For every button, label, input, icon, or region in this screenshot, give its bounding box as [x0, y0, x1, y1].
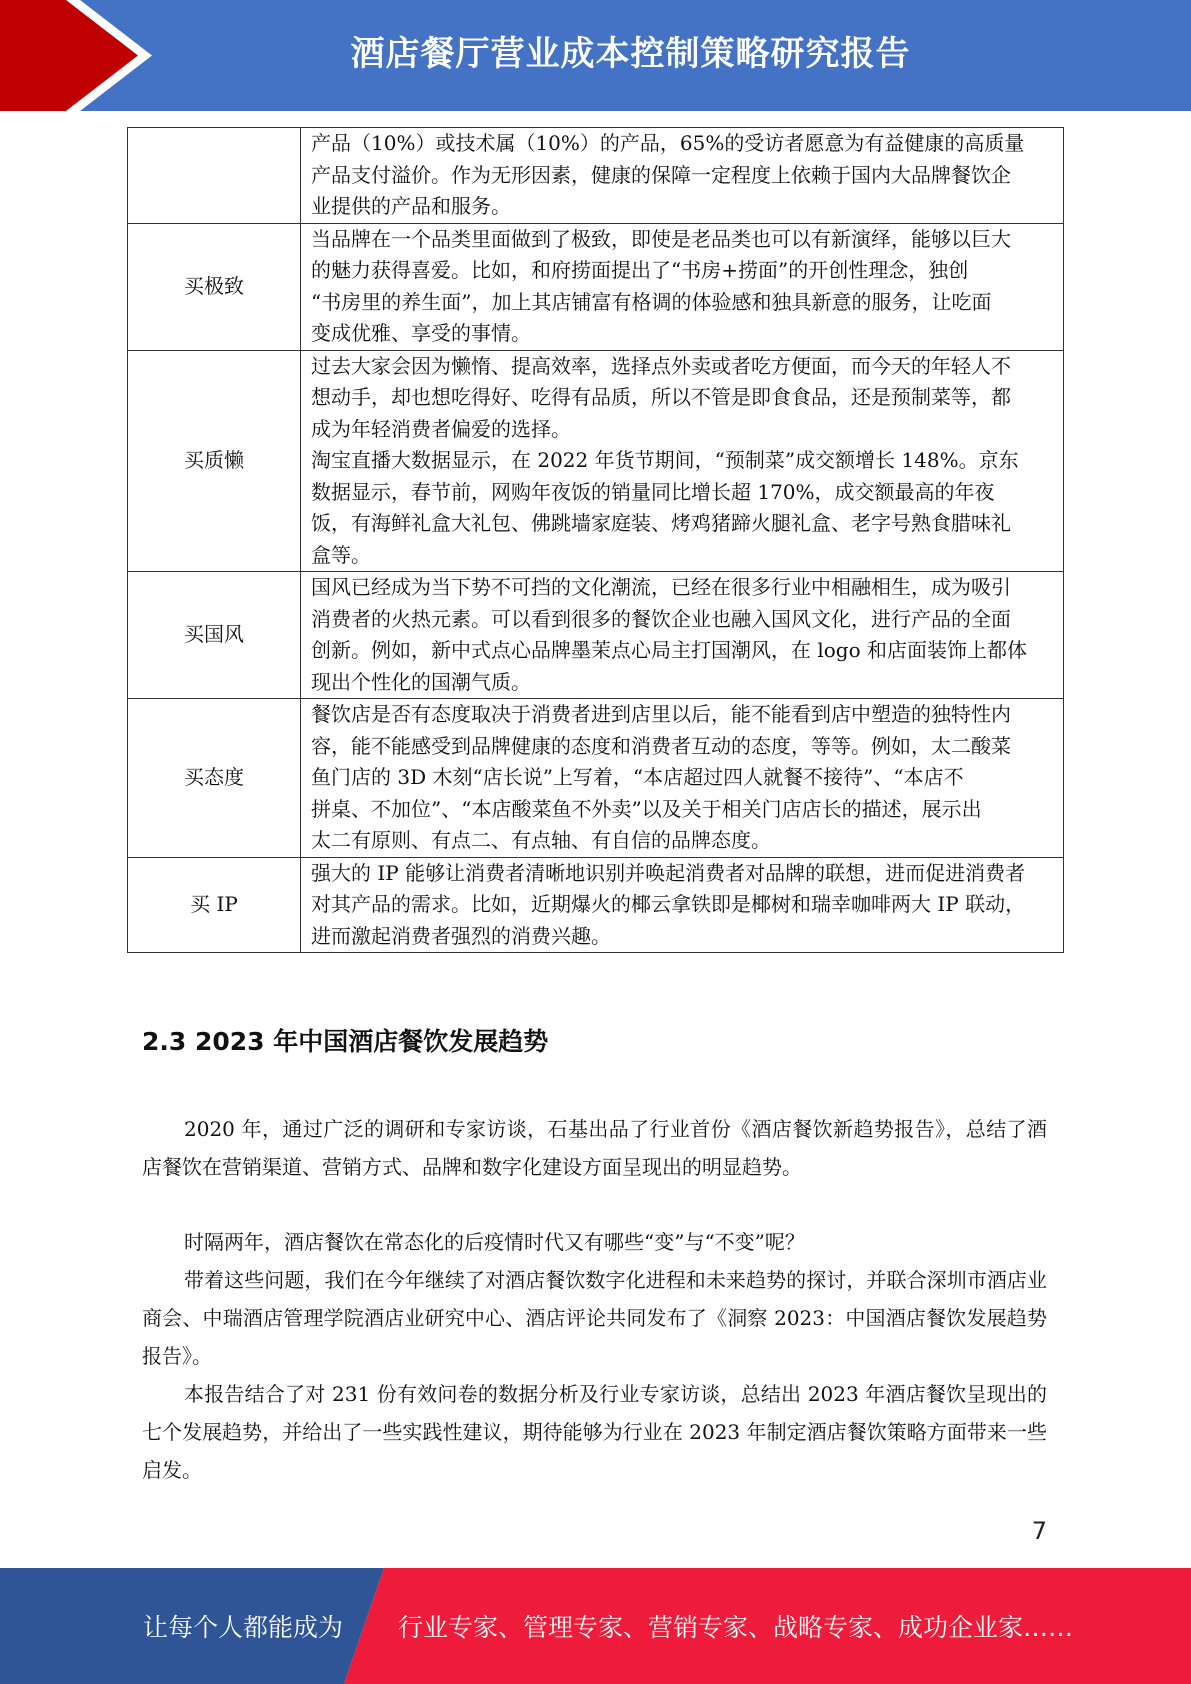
- table-row-description: [301, 223, 1064, 350]
- table-text-line: 国风已经成为当下势不可挡的文化潮流，已经在很多行业中相融相生，成为吸引: [311, 575, 1011, 599]
- table-text-line: 当品牌在一个品类里面做到了极致，即使是老品类也可以有新演绎，能够以巨大: [311, 226, 1011, 251]
- table-text-line: 现出个性化的国潮气质。: [311, 669, 531, 694]
- table-text-line: 淘宝直播大数据显示，在 2022 年货节期间，“预制菜”成交额增长 148%。京东: [311, 448, 1019, 472]
- table-row-label: 买 IP: [128, 857, 301, 953]
- footer-slogan-left: 让每个人都能成为: [143, 1613, 344, 1642]
- page-number: 7: [1031, 1517, 1047, 1545]
- table-row-description: [301, 857, 1064, 953]
- table-text-line: 太二有原则、有点二、有点轴、有自信的品牌态度。: [311, 828, 771, 852]
- table-row-description: [301, 699, 1064, 858]
- table-text-line: “书房里的养生面”，加上其店铺富有格调的体验感和独具新意的服务，让吃面: [311, 289, 992, 314]
- consumer-trend-table: [127, 127, 1064, 953]
- table-row-label: 买极致: [128, 223, 301, 350]
- page-header-title: 酒店餐厅营业成本控制策略研究报告: [350, 34, 911, 74]
- table-text-line: 产品支付溢价。作为无形因素，健康的保障一定程度上依赖于国内大品牌餐饮企: [311, 162, 1011, 187]
- table-text-line: 想动手，却也想吃得好、吃得有品质，所以不管是即食食品，还是预制菜等，都: [311, 385, 1011, 409]
- table-text-line: 消费者的火热元素。可以看到很多的餐饮企业也融入国风文化，进行产品的全面: [311, 606, 1011, 631]
- header-arrow-decoration: [0, 0, 160, 111]
- table-row: [128, 572, 1064, 699]
- table-row: [128, 857, 1064, 953]
- table-text-line: 饭，有海鲜礼盒大礼包、佛跳墙家庭装、烤鸡猪蹄火腿礼盒、老字号熟食腊味礼: [311, 511, 1011, 535]
- table-text-line: 强大的 IP 能够让消费者清晰地识别并唤起消费者对品牌的联想，进而促进消费者: [311, 860, 1026, 885]
- body-paragraph: 时隔两年，酒店餐饮在常态化的后疫情时代又有哪些“变”与“不变”呢？: [184, 1230, 805, 1254]
- table-row-label: 买国风: [128, 572, 301, 699]
- table-row-label: 买质懒: [128, 350, 301, 572]
- table-text-line: 容，能不能感受到品牌健康的态度和消费者互动的态度，等等。例如，太二酸菜: [311, 733, 1011, 758]
- table-text-line: 餐饮店是否有态度取决于消费者进到店里以后，能不能看到店中塑造的独特性内: [311, 702, 1011, 726]
- table-text-line: 产品（10%）或技术属（10%）的产品，65%的受访者愿意为有益健康的高质量: [311, 131, 1025, 155]
- body-paragraph-group-2: [142, 1223, 1047, 1489]
- table-text-line: 业提供的产品和服务。: [311, 194, 511, 218]
- table-row-description: [301, 350, 1064, 572]
- table-text-line: 进而激起消费者强烈的消费兴趣。: [311, 923, 611, 948]
- page-header: [0, 0, 1191, 111]
- table-text-line: 鱼门店的 3D 木刻“店长说”上写着，“本店超过四人就餐不接待”、“本店不: [311, 765, 964, 789]
- table-text-line: 过去大家会因为懒惰、提高效率，选择点外卖或者吃方便面，而今天的年轻人不: [311, 353, 1011, 378]
- table-row: [128, 128, 1064, 224]
- table-row: [128, 223, 1064, 350]
- table-text-line: 创新。例如，新中式点心品牌墨茉点心局主打国潮风，在 logo 和店面装饰上都体: [311, 638, 1027, 662]
- table-text-line: 数据显示，春节前，网购年夜饭的销量同比增长超 170%，成交额最高的年夜: [311, 479, 995, 504]
- page-footer: [0, 1568, 1191, 1684]
- body-paragraph: 2020 年，通过广泛的调研和专家访谈，石基出品了行业首份《酒店餐饮新趋势报告》，总结了酒店餐饮在营销渠道、营销方式、品牌和数字化建设方面呈现出的明显趋势。: [142, 1117, 1047, 1179]
- table-text-line: 盒等。: [311, 542, 371, 567]
- table-row: [128, 699, 1064, 858]
- table-row-label: [128, 128, 301, 224]
- table-row: [128, 350, 1064, 572]
- table-text-line: 对其产品的需求。比如，近期爆火的椰云拿铁即是椰树和瑞幸咖啡两大 IP 联动，: [311, 892, 1026, 916]
- table-text-line: 的魅力获得喜爱。比如，和府捞面提出了“书房+捞面”的开创性理念，独创: [311, 258, 969, 282]
- table-row-description: [301, 128, 1064, 224]
- body-paragraph-group-1: [142, 1110, 1047, 1186]
- footer-slogan-right: 行业专家、管理专家、营销专家、战略专家、成功企业家……: [398, 1613, 1074, 1642]
- body-paragraph: 带着这些问题，我们在今年继续了对酒店餐饮数字化进程和未来趋势的探讨，并联合深圳市酒店业商会、中瑞酒店管理学院酒店业研究中心、酒店评论共同发布了《洞察 2023：中国酒店餐饮发展趋势报告》。: [142, 1268, 1047, 1368]
- table-text-line: 变成优雅、享受的事情。: [311, 321, 531, 345]
- table-text-line: 拼桌、不加位”、“本店酸菜鱼不外卖”以及关于相关门店店长的描述，展示出: [311, 796, 982, 821]
- table-text-line: 成为年轻消费者偏爱的选择。: [311, 416, 571, 441]
- section-heading: 2.3 2023 年中国酒店餐饮发展趋势: [142, 1027, 549, 1056]
- table-row-label: 买态度: [128, 699, 301, 858]
- body-paragraph: 本报告结合了对 231 份有效问卷的数据分析及行业专家访谈，总结出 2023 年酒店餐饮呈现出的七个发展趋势，并给出了一些实践性建议，期待能够为行业在 2023 年制定酒店餐饮策略方面带来一些启发。: [142, 1382, 1047, 1482]
- table-row-description: [301, 572, 1064, 699]
